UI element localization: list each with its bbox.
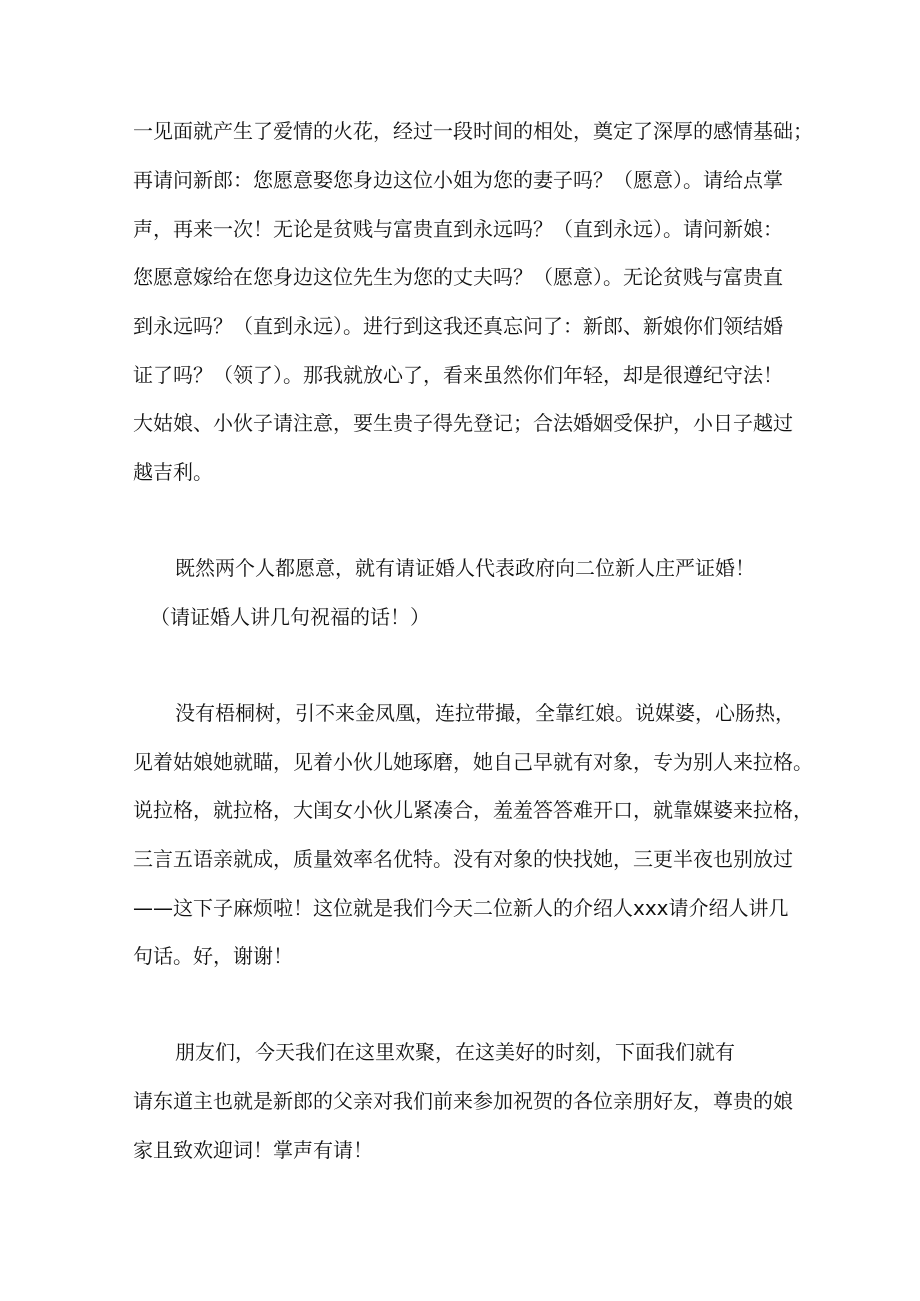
text-line: 越吉利。 bbox=[133, 460, 213, 484]
text-line: 您愿意嫁给在您身边这位先生为您的丈夫吗？（愿意）。无论贫贱与富贵直 bbox=[133, 265, 783, 289]
text-line: 既然两个人都愿意，就有请证婚人代表政府向二位新人庄严证婚！ bbox=[175, 556, 755, 580]
text-line: （请证婚人讲几句祝福的话！） bbox=[150, 605, 430, 629]
text-line: ——这下子麻烦啦！这位就是我们今天二位新人的介绍人xxx请介绍人讲几 bbox=[133, 896, 789, 920]
text-line: 证了吗？（领了）。那我就放心了，看来虽然你们年轻，却是很遵纪守法！ bbox=[133, 363, 783, 387]
text-line: 没有梧桐树，引不来金凤凰，连拉带撮，全靠红娘。说媒婆，心肠热， bbox=[175, 701, 795, 725]
text-line: 说拉格，就拉格，大闺女小伙儿紧凑合，羞羞答答难开口，就靠媒婆来拉格， bbox=[133, 798, 813, 822]
text-line: 句话。好，谢谢！ bbox=[133, 944, 293, 968]
text-line: 见着姑娘她就瞄，见着小伙儿她琢磨，她自己早就有对象，专为别人来拉格。 bbox=[133, 750, 813, 774]
text-line: 三言五语亲就成，质量效率名优特。没有对象的快找她，三更半夜也别放过 bbox=[133, 847, 793, 871]
text-line: 声，再来一次！无论是贫贱与富贵直到永远吗？（直到永远）。请问新娘： bbox=[133, 217, 783, 241]
text-line: 一见面就产生了爱情的火花，经过一段时间的相处，奠定了深厚的感情基础； bbox=[133, 119, 813, 143]
text-line: 家且致欢迎词！掌声有请！ bbox=[133, 1138, 373, 1162]
text-line: 再请问新郎：您愿意娶您身边这位小姐为您的妻子吗？（愿意）。请给点掌 bbox=[133, 168, 783, 192]
text-line: 朋友们，今天我们在这里欢聚，在这美好的时刻，下面我们就有 bbox=[175, 1040, 735, 1064]
text-line: 大姑娘、小伙子请注意，要生贵子得先登记；合法婚姻受保护，小日子越过 bbox=[133, 411, 793, 435]
text-line: 到永远吗？（直到永远）。进行到这我还真忘问了：新郎、新娘你们领结婚 bbox=[133, 314, 783, 338]
text-line: 请东道主也就是新郎的父亲对我们前来参加祝贺的各位亲朋好友，尊贵的娘 bbox=[133, 1089, 793, 1113]
